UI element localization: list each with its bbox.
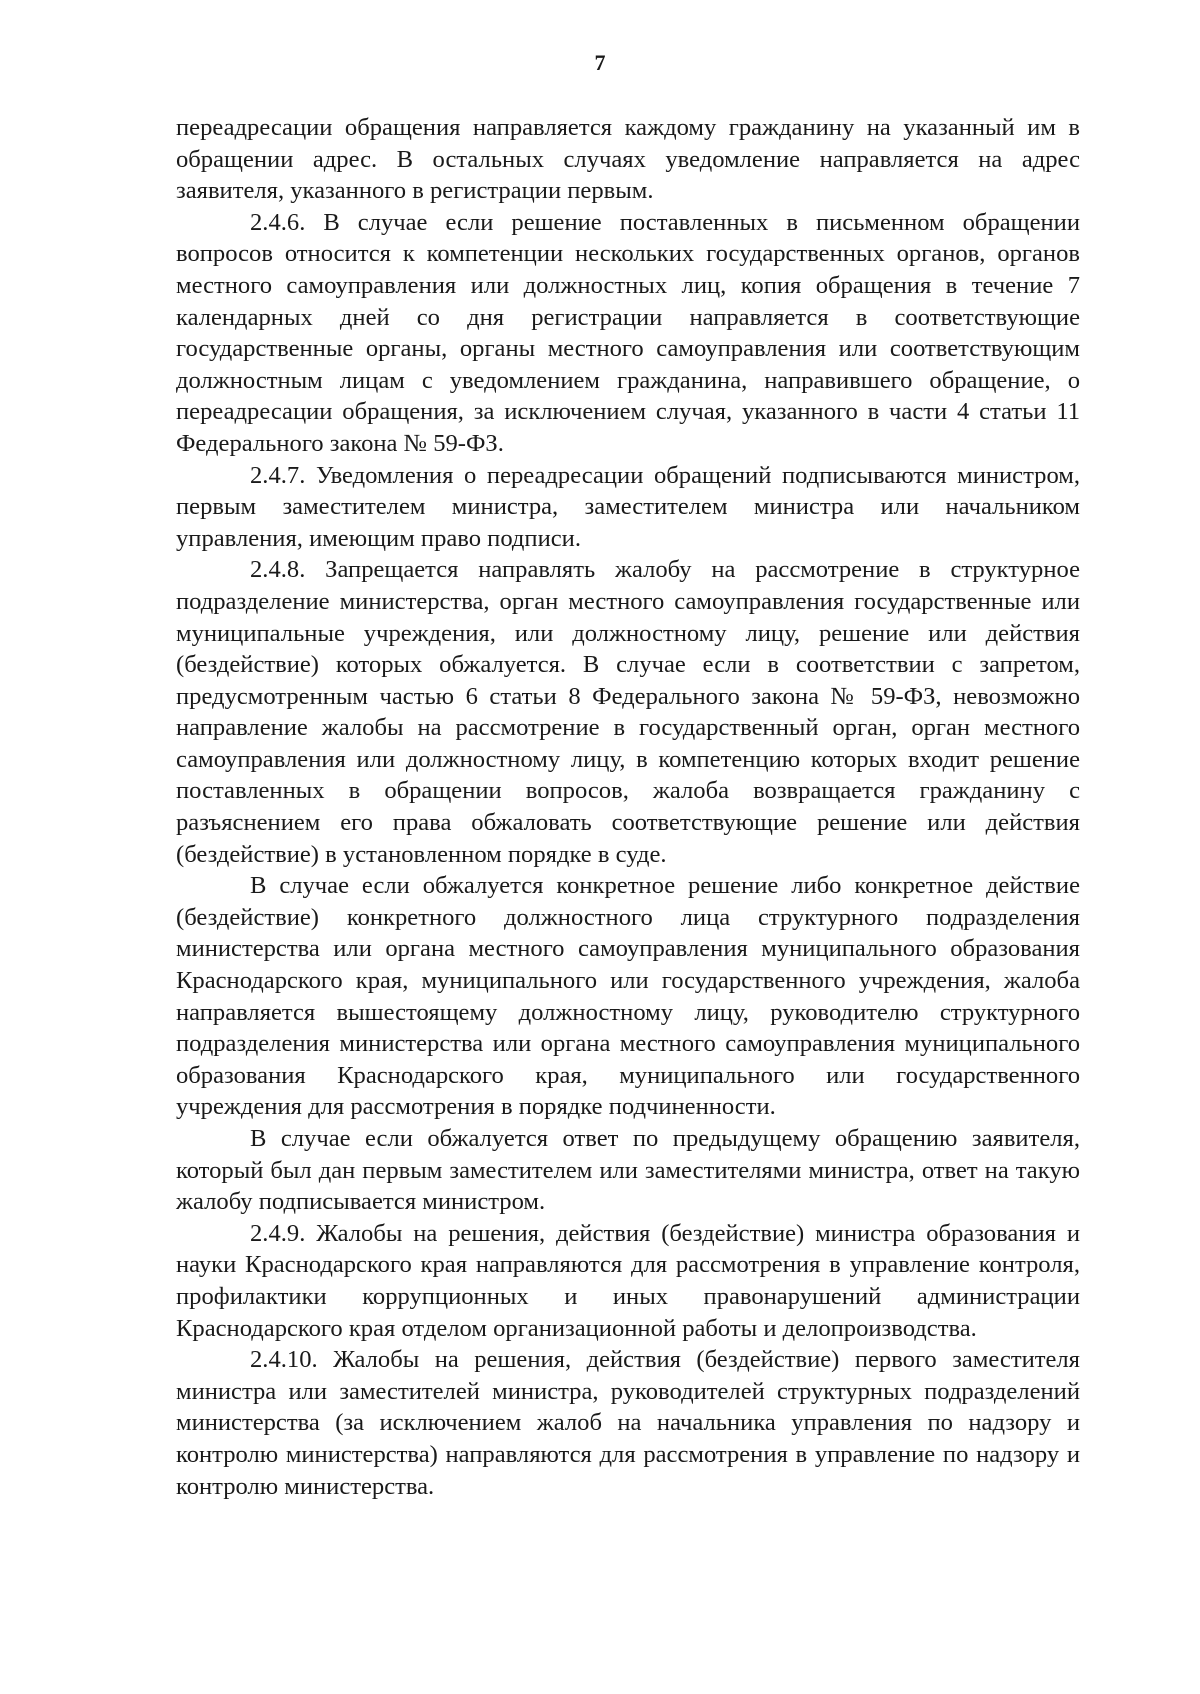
paragraph-2-4-6: 2.4.6. В случае если решение поставленных в письменном обращении вопросов относится к компетенции нескольких государственных органов, органов местного самоуправления или должностных лиц, копия обращения в течение 7 календарных дней со дня регистрации направляется в соответствующие государственные органы, органы местного самоуправления или соответствующим должностным лицам с уведомлением гражданина, направившего обращение, о переадресации обращения, за исключением случая, указанного в части 4 статьи 11 Федерального закона № 59-ФЗ. bbox=[176, 208, 1080, 457]
paragraph-appeal-previous-answer: В случае если обжалуется ответ по предыдущему обращению заявителя, который был дан первым заместителем или заместителями министра, ответ на такую жалобу подписывается министром. bbox=[176, 1125, 1080, 1216]
paragraph-2-4-7: 2.4.7. Уведомления о переадресации обращений подписываются министром, первым заместителем министра, заместителем министра или начальником управления, имеющим право подписи. bbox=[176, 461, 1080, 552]
paragraph-appeal-specific-decision: В случае если обжалуется конкретное решение либо конкретное действие (бездействие) конкретного должностного лица структурного подразделения министерства или органа местного самоуправления муниципального образования Краснодарского края, муниципального или государственного учреждения, жалоба направляется вышестоящему должностному лицу, руководителю структурного подразделения министерства или органа местного самоуправления муниципального образования Краснодарского края, муниципального или государственного учреждения для рассмотрения в порядке подчиненности. bbox=[176, 872, 1080, 1121]
document-body bbox=[176, 112, 1080, 1502]
paragraph-continuation: переадресации обращения направляется каждому гражданину на указанный им в обращении адрес. В остальных случаях уведомление направляется на адрес заявителя, указанного в регистрации первым. bbox=[176, 114, 1080, 205]
paragraph-2-4-10: 2.4.10. Жалобы на решения, действия (бездействие) первого заместителя министра или заместителей министра, руководителей структурных подразделений министерства (за исключением жалоб на начальника управления по надзору и контролю министерства) направляются для рассмотрения в управление по надзору и контролю министерства. bbox=[176, 1346, 1080, 1500]
page-number: 7 bbox=[594, 50, 606, 75]
paragraph-2-4-9: 2.4.9. Жалобы на решения, действия (бездействие) министра образования и науки Краснодарского края направляются для рассмотрения в управление контроля, профилактики коррупционных и иных правонарушений администрации Краснодарского края отделом организационной работы и делопроизводства. bbox=[176, 1219, 1080, 1342]
paragraph-2-4-8: 2.4.8. Запрещается направлять жалобу на рассмотрение в структурное подразделение министерства, орган местного самоуправления государственные или муниципальные учреждения, или должностному лицу, решение или действия (бездействие) которых обжалуется. В случае если в соответствии с запретом, предусмотренным частью 6 статьи 8 Федерального закона № 59-ФЗ, невозможно направление жалобы на рассмотрение в государственный орган, орган местного самоуправления или должностному лицу, в компетенцию которых входит решение поставленных в обращении вопросов, жалоба возвращается гражданину с разъяснением его права обжаловать соответствующие решение или действия (бездействие) в установленном порядке в суде. bbox=[176, 556, 1080, 868]
